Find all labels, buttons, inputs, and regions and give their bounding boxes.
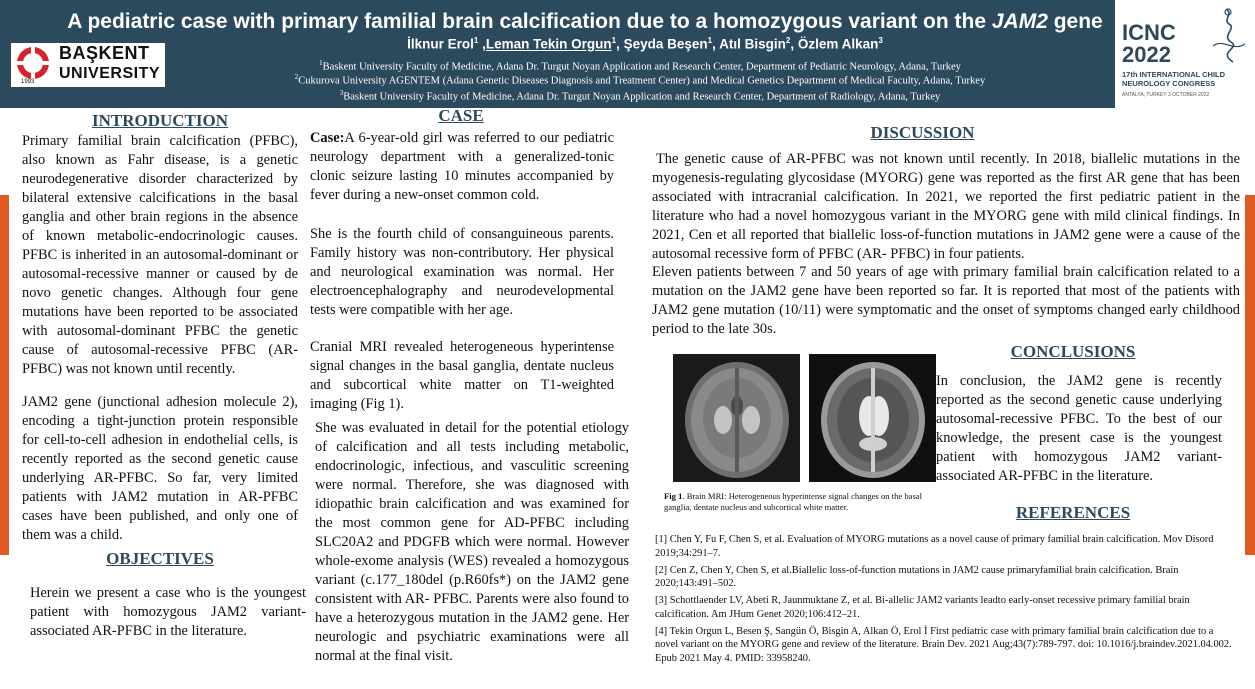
affiliation-3: $^3$Baskent University Faculty of Medicine, Adana Dr. Turgut Noyan Application and Research Center, Department of Radiology, Adana, Turkey — [339, 89, 941, 103]
case-paragraph-2: She is the fourth child of consanguineous parents. Family history was non-contributory. Her physical and neurological examination was normal. Her electroencephalography and neurodevelopmental tests were compatible with her age. — [310, 226, 614, 318]
author-name: Özlem Alkan — [797, 36, 879, 52]
logo-year: 1993 — [21, 79, 35, 85]
figure-label: Fig 1 — [664, 491, 683, 501]
title-end: gene — [1047, 10, 1103, 33]
introduction-paragraph-2: JAM2 gene (junctional adhesion molecule 2), encoding a tight-junction protein responsible for cell-to-cell adhesion in endothelial cells, is recently reported as the second genetic cause underlying AR-PFBC. So far, very limited patients with JAM2 mutation in AR-PFBC cases have been published, and only one of them was a child. — [22, 394, 298, 543]
discussion-paragraph-1: The genetic cause of AR-PFBC was not known until recently. In 2018, biallelic mutations in the myogenesis-regulating glycosidase (MYORG) gene was reported as the first AR gene that has been associated with intracranial calcification. In 2021, we reported the first pediatric patient in the literature who had a novel homozygous variant in the MYORG gene with mild clinical findings. In 2021, Cen et all reported that biallelic loss-of-function mutations in JAM2 gene were a cause of the autosomal recessive form of PFBC (AR- PFBC) in four patients. — [652, 151, 1240, 262]
accent-bar-right — [1245, 195, 1255, 555]
case-heading: CASE — [438, 106, 484, 125]
objectives-heading: OBJECTIVES — [106, 549, 214, 568]
case-paragraph-3: Cranial MRI revealed heterogeneous hyperintense signal changes in the basal ganglia, dentate nucleus and subcortical white matter on T1-weighted imaging (Fig 1). — [310, 339, 614, 412]
author-affiliation-number: 1 — [611, 36, 617, 45]
reference-item: [3] Schottlaender LV, Abeti R, Jaunmuktane Z, et al. Bi-allelic JAM2 variants leadto early-onset recessive primary familial brain calcification. Am JHum Genet 2020;106:412–21. — [655, 595, 1190, 620]
logo-word-university: UNIVERSITY — [59, 65, 161, 82]
conclusions-heading: CONCLUSIONS — [1010, 342, 1136, 361]
author-affiliation-number: 1 — [473, 36, 479, 45]
objectives-paragraph: Herein we present a case who is the youngest patient with homozygous JAM2 variant-associated AR-PFBC in the literature. — [30, 585, 306, 639]
author-affiliation-number: 2 — [785, 36, 791, 45]
case-paragraph-4: She was evaluated in detail for the potential etiology of calcification and all tests including metabolic, endocrinologic, infectious, and vasculitic screening were normal. Therefore, she was diagnosed with idiopathic brain calcification and was examined for the most common gene for AD-PFBC including SLC20A2 and PDGFB which were normal. However whole-exome analysis (WES) revealed a homozygous variant (c.177_180del (p.R60fs*) on the JAM2 gene consistent with AR- PFBC. Parents were also found to have a heterozygous mutation in the JAM2 gene. Her neurologic and psychiatric examinations were all normal at the final visit. — [315, 420, 629, 664]
reference-list — [655, 533, 1235, 669]
author-name: Atıl Bisgin — [719, 36, 786, 52]
reference-item: [2] Cen Z, Chen Y, Chen S, et al.Biallelic loss-of-function mutations in JAM2 cause primaryfamilial brain calcification. Brain 2020;143:491–502. — [655, 564, 1179, 589]
reference-item: [1] Chen Y, Fu F, Chen S, et al. Evaluation of MYORG mutations as a novel cause of primary familial brain calcification. Mov Disord 2019;34:291–7. — [655, 534, 1214, 559]
introduction-heading: INTRODUCTION — [91, 111, 229, 130]
affiliation-1: $^1$Baskent University Faculty of Medicine, Adana Dr. Turgut Noyan Application and Research Center, Department of Pediatric Neurology, Adana, Turkey — [319, 59, 961, 73]
title-gene: JAM2 — [991, 10, 1048, 33]
brain-mri-t1-icon — [673, 354, 800, 482]
introduction-paragraph-1: Primary familial brain calcification (PFBC), also known as Fahr disease, is a genetic neurodegenerative disorder characterized by bilateral extensive calcifications in the basal ganglia and other brain regions in the absence of known metabolic-endocrinologic causes. PFBC is inherited in an autosomal-dominant or autosomal-recessive manner or caused by de novo genetic changes. Although four gene mutations have been reported to be associated with autosomal-dominant PFBC the genetic cause of autosomal-recessive PFBC (AR-PFBC) was not known until recently. — [22, 133, 298, 377]
logo-word-baskent: BAŞKENT — [59, 43, 150, 63]
author-name: İlknur Erol — [407, 36, 474, 52]
baskent-university-logo — [11, 43, 165, 87]
poster-header — [0, 0, 1255, 108]
accent-bar-left — [0, 195, 9, 555]
mri-image-t2 — [809, 354, 936, 482]
reference-item: [4] Tekin Orgun L, Besen Ş, Sangün Ö, Bisgin A, Alkan Ö, Erol İ First pediatric case with primary familial brain calcification due to a novel variant on the MYORG gene and review of the literature. Brain Dev. 2021 Aug;43(7):789-797. doi: 10.1016/j.braindev.2021.04.002. Epub 2021 May 4. PMID: 33958240. — [655, 625, 1232, 664]
discussion-paragraph-2: Eleven patients between 7 and 50 years of age with primary familial brain calcification related to a mutation on the JAM2 gene have been reported so far. It is reported that most of the patients with JAM2 gene mutation (10/11) were symptomatic and the onset of symptoms changed early childhood period to the late 30s. — [652, 264, 1240, 337]
references-heading: REFERENCES — [1015, 503, 1131, 522]
mri-image-t1 — [673, 354, 800, 482]
figure-caption-text: . Brain MRI: Heterogeneous hyperintense signal changes on the basal ganglia, dentate nucleus and subcortical white matter. — [664, 491, 922, 512]
author-affiliation-number: 3 — [878, 36, 883, 45]
author-name: Şeyda Beşen — [623, 36, 708, 52]
icnc-date: ANTALYA, TURKEY 3 OCTOBER 2022 — [1122, 92, 1210, 98]
brain-mri-t2-icon — [809, 354, 936, 482]
icnc-name: ICNC 2022 — [1122, 20, 1176, 67]
dancer-figure-icon — [1203, 6, 1251, 68]
conclusions-paragraph: In conclusion, the JAM2 gene is recently reported as the second genetic cause underlying autosomal-recessive PFBC. To the best of our knowledge, the present case is the youngest patient with homozygous JAM2 variant-associated AR-PFBC in the literature. — [936, 373, 1222, 484]
case-paragraph-1-text: A 6-year-old girl was referred to our pediatric neurology department with a generalized-tonic clonic seizure lasting 10 minutes accompanied by fever during a new-onset common cold. — [310, 130, 614, 203]
case-lead: Case: — [310, 130, 345, 146]
figure-caption — [664, 491, 936, 513]
affiliation-2: $^2$Cukurova University AGENTEM (Adana Genetic Diseases Diagnosis and Treatment Center) and Medical Genetics Department of Medical Faculty, Adana, Turkey — [294, 73, 986, 87]
author-affiliation-number: 1 — [707, 36, 713, 45]
discussion-heading: DISCUSSION — [870, 123, 975, 142]
case-paragraph-1 — [310, 129, 614, 205]
author-name: Leman Tekin Orgun — [485, 36, 612, 52]
title-main: A pediatric case with primary familial brain calcification due to a homozygous variant on the — [67, 10, 992, 33]
poster-title — [0, 10, 1170, 34]
author-list: İlknur Erol$^1$ ,Leman Tekin Orgun$^1$, Şeyda Beşen$^1$, Atıl Bisgin$^2$, Özlem Alkan$^3$ — [407, 36, 883, 52]
icnc-subtitle: 17th INTERNATIONAL CHILD NEUROLOGY CONGRESS — [1122, 70, 1226, 88]
icnc-2022-logo — [1115, 0, 1255, 108]
